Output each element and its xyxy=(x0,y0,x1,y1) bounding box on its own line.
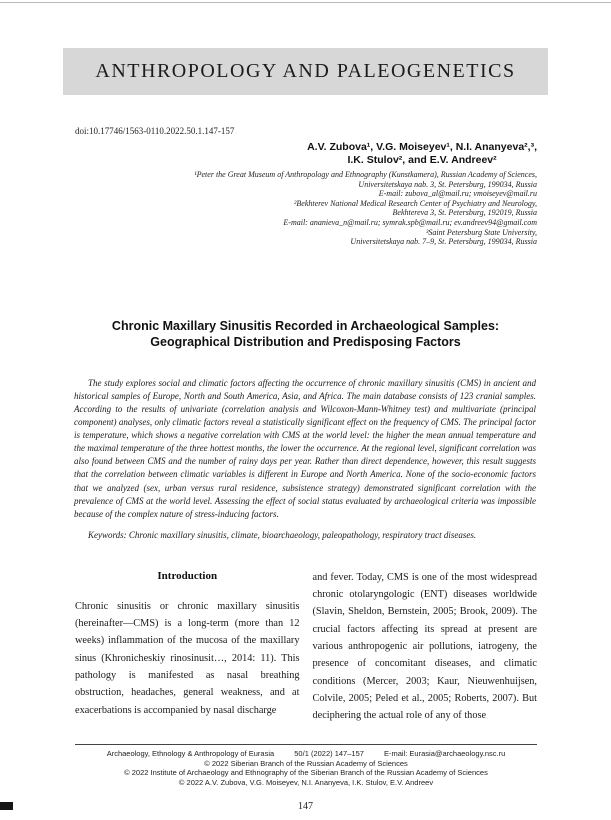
footer-copyright-1: © 2022 Siberian Branch of the Russian Academy of Sciences xyxy=(204,758,408,768)
keywords xyxy=(74,529,536,541)
affiliation-line: Universitetskaya nab. 7–9, St. Petersburg, 199034, Russia xyxy=(350,237,537,247)
page-top-edge xyxy=(0,2,611,3)
corner-print-mark xyxy=(0,802,13,810)
journal-banner-title: ANTHROPOLOGY AND PALEOGENETICS xyxy=(95,60,516,82)
section-heading-introduction: Introduction xyxy=(157,569,218,582)
affiliation-line: Universitetskaya nab. 3, St. Petersburg, 199034, Russia xyxy=(358,179,537,189)
right-column xyxy=(313,569,538,725)
affiliation-line: ³Saint Petersburg State University, xyxy=(426,227,537,237)
page-number: 147 xyxy=(298,801,313,812)
footer xyxy=(75,744,537,788)
affiliation-email-line: E-mail: ananieva_n@mail.ru; symrak.spb@mail.ru; ev.andreev94@gmail.com xyxy=(283,217,537,227)
article-title-line-1: Chronic Maxillary Sinusitis Recorded in Archaeological Samples: xyxy=(111,318,500,333)
abstract: The study explores social and climatic factors affecting the occurrence of chronic maxillary sinusitis (CMS) in ancient and historical samples of Europe, North and South America, Asia, and Africa. The main database consists of 123 cranial samples. According to the results of univariate (correlation analysis and Wilcoxon-Mann-Whitney test) and multivariate (principal component) analyses, only climatic factors reveal a statistically significant effect on the frequency of CMS. The principal factor is temperature, which shows a negative correlation with CMS at the world level: the higher the mean annual temperature and the maximal temperature of the three hottest months, the lower the occurrence. At the regional level, significant correlation was also found between CMS and the number of rainy days per year. Rather than direct dependence, however, this result suggests that the correlation between climatic variables is different in Europe and North America. None of the socio-economic factors that we analyzed (sex, urban versus rural residence, subsistence strategy) demonstrated significant correlation with the prevalence of CMS at the world level. Assessing the effect of social status evaluated by archaeological criteria was impossible because of the complex nature of stress-inducing factors. xyxy=(74,377,536,519)
affiliations-block xyxy=(75,170,537,247)
authors-block xyxy=(307,141,537,167)
keywords-text: Chronic maxillary sinusitis, climate, bioarchaeology, paleopathology, respiratory tract diseases. xyxy=(128,529,477,540)
authors-line-2: I.K. Stulov², and E.V. Andreev² xyxy=(347,154,497,166)
intro-paragraph-right: and fever. Today, CMS is one of the most widespread chronic otolaryngologic (ENT) diseases worldwide (Slavin, Sheldon, Bernstein, 2005; Brook, 2009). The crucial factors affecting its spread at present are various anthropogenic air pollutions, iatrogeny, the presence of concomitant diseases, and climatic conditions (Mercer, 2003; Kaur, Nieuwenhuijsen, Colvile, 2005; Peled et al., 2005; Roberts, 2007). But deciphering the actual role of any of those xyxy=(312,571,537,722)
affiliation-line: ¹Peter the Great Museum of Anthropology and Ethnography (Kunstkamera), Russian Academy of Sciences, xyxy=(194,170,537,179)
authors-line-1: A.V. Zubova¹, V.G. Moiseyev¹, N.I. Ananyeva²,³, xyxy=(307,141,537,153)
affiliation-line: Bekhtereva 3, St. Petersburg, 192019, Russia xyxy=(392,208,537,218)
intro-paragraph-left: Chronic sinusitis or chronic maxillary sinusitis (hereinafter—CMS) is a long-term (more than 12 weeks) inflammation of the mucosa of the maxillary sinus (Khronicheskiy rinosinusit…, 2014: 11). This pathology is manifested as nasal breathing obstruction, headaches, general weakness, and at exacerbations is accompanied by nasal discharge xyxy=(75,600,300,716)
footer-copyright-2: © 2022 Institute of Archaeology and Ethnography of the Siberian Branch of the Russian Academy of Sciences xyxy=(124,768,488,778)
article-body xyxy=(75,569,537,725)
affiliation-line: ²Bekhterev National Medical Research Center of Psychiatry and Neurology, xyxy=(293,198,537,208)
left-column xyxy=(75,569,300,725)
footer-issue: 50/1 (2022) 147–157 xyxy=(294,749,364,758)
footer-copyright-3: © 2022 A.V. Zubova, V.G. Moiseyev, N.I. Ananyeva, I.K. Stulov, E.V. Andreev xyxy=(178,778,434,788)
affiliation-email-line: E-mail: zubova_al@mail.ru; vmoiseyev@mail.ru xyxy=(378,189,537,199)
footer-journal-line xyxy=(75,749,537,759)
footer-journal-name: Archaeology, Ethnology & Anthropology of Eurasia xyxy=(106,749,275,758)
keywords-label: Keywords: xyxy=(88,529,127,540)
footer-email: E-mail: Eurasia@archaeology.nsc.ru xyxy=(384,749,506,758)
journal-banner xyxy=(63,48,548,95)
article-title xyxy=(58,318,553,350)
doi: doi:10.17746/1563-0110.2022.50.1.147-157 xyxy=(75,126,235,136)
article-title-line-2: Geographical Distribution and Predisposing Factors xyxy=(150,334,461,349)
